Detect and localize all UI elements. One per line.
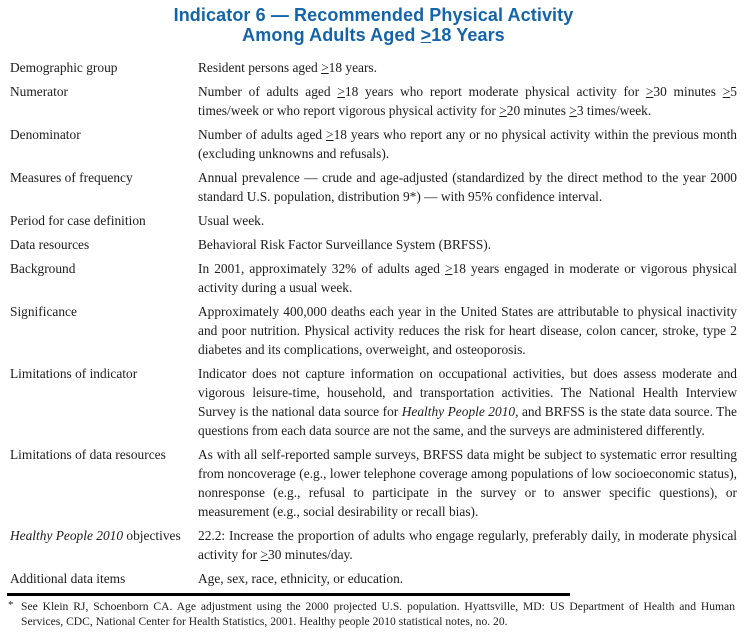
row-label: Significance bbox=[10, 304, 77, 319]
row-label: Background bbox=[10, 261, 76, 276]
row-label bbox=[10, 526, 198, 545]
row-label: Denominator bbox=[10, 127, 81, 142]
footnote-text: See Klein RJ, Schoenborn CA. Age adjustment using the 2000 projected U.S. population. Hyattsville, MD: US Department of Health and Human Services, CDC, National Center for Health Statistics, 2001. Healthy people 2010 statistical notes, no. 20. bbox=[21, 600, 735, 628]
row-numerator bbox=[10, 82, 737, 120]
row-text: 22.2: Increase the proportion of adults who engage regularly, preferably daily, in moderate physical activity for >30 minutes/day. bbox=[198, 528, 737, 562]
row-text: Number of adults aged >18 years who report any or no physical activity within the previous month (excluding unknowns and refusals). bbox=[198, 127, 737, 161]
footnote-rule bbox=[7, 593, 570, 596]
row-demographic-group bbox=[10, 58, 737, 77]
row-text-part: , and BRFSS is the state data source. The questions from each data source are not the same, and the surveys are administered differently. bbox=[198, 404, 737, 438]
row-text-part: Indicator does not capture information on occupational activities, but does assess moderate and vigorous leisure-time, household, and transportation activities. The National Health Interview Survey is the national data source for bbox=[198, 366, 737, 419]
row-significance bbox=[10, 302, 737, 359]
row-limitations-of-indicator bbox=[10, 364, 737, 440]
definition-list bbox=[10, 58, 737, 588]
row-text-italic: Healthy People 2010 bbox=[401, 404, 516, 419]
row-text: Resident persons aged >18 years. bbox=[198, 60, 377, 75]
row-additional-data-items bbox=[10, 569, 737, 588]
row-limitations-of-data-resources bbox=[10, 445, 737, 521]
page-title-line2: Among Adults Aged >18 Years bbox=[242, 25, 505, 45]
row-label: Additional data items bbox=[10, 571, 126, 586]
row-text: As with all self-reported sample surveys, BRFSS data might be subject to systematic error resulting from noncoverage (e.g., lower telephone coverage among populations of low socioeconomic status), nonresponse (e.g., refusal to participate in the survey or to answer specific questions), or measurement (e.g., social desirability or recall bias). bbox=[198, 447, 737, 519]
row-text: Number of adults aged >18 years who report moderate physical activity for >30 minutes >5 times/week or who report vigorous physical activity for >20 minutes >3 times/week. bbox=[198, 84, 737, 118]
row-label: Numerator bbox=[10, 84, 69, 99]
row-label-part: objectives bbox=[123, 528, 181, 543]
row-period-for-case-definition bbox=[10, 211, 737, 230]
row-text bbox=[198, 364, 737, 440]
footnote bbox=[8, 600, 737, 629]
row-label: Data resources bbox=[10, 237, 90, 252]
row-measures-of-frequency bbox=[10, 168, 737, 206]
footnote-marker: * bbox=[8, 599, 14, 611]
row-label: Demographic group bbox=[10, 60, 118, 75]
row-label: Limitations of indicator bbox=[10, 366, 138, 381]
row-text: Behavioral Risk Factor Surveillance System (BRFSS). bbox=[198, 237, 492, 252]
row-label: Limitations of data resources bbox=[10, 447, 166, 462]
page-title bbox=[10, 5, 737, 45]
row-text: Usual week. bbox=[198, 213, 265, 228]
row-text: Approximately 400,000 deaths each year in the United States are attributable to physical inactivity and poor nutrition. Physical activity reduces the risk for heart disease, colon cancer, stroke, type 2 diabetes and its complications, overweight, and osteoporosis. bbox=[198, 304, 737, 357]
row-healthy-people-2010-objectives bbox=[10, 526, 737, 564]
row-text: Annual prevalence — crude and age-adjusted (standardized by the direct method to the year 2000 standard U.S. population, distribution 9*) — with 95% confidence interval. bbox=[198, 170, 737, 204]
row-label: Period for case definition bbox=[10, 213, 146, 228]
row-denominator bbox=[10, 125, 737, 163]
row-text: In 2001, approximately 32% of adults aged >18 years engaged in moderate or vigorous physical activity during a usual week. bbox=[198, 261, 737, 295]
row-label: Measures of frequency bbox=[10, 170, 133, 185]
page-title-line1: Indicator 6 — Recommended Physical Activity bbox=[173, 5, 574, 25]
row-background bbox=[10, 259, 737, 297]
row-label-italic: Healthy People 2010 bbox=[10, 528, 124, 543]
row-text: Age, sex, race, ethnicity, or education. bbox=[198, 571, 404, 586]
row-data-resources bbox=[10, 235, 737, 254]
